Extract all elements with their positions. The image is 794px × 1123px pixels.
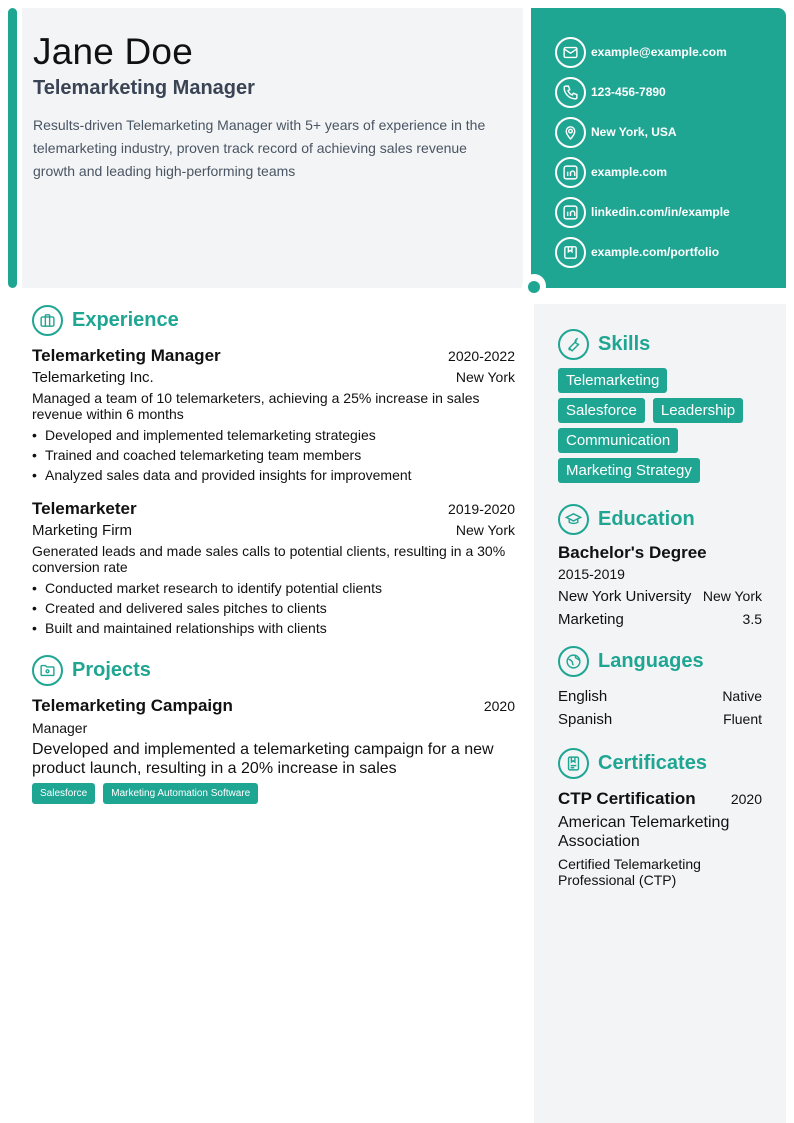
list-item: • Trained and coached telemarketing team members: [32, 445, 515, 465]
contact-phone[interactable]: [555, 72, 786, 112]
education-school: New York University: [558, 588, 692, 605]
certificate-year: 2020: [730, 791, 762, 807]
certificate-org: American Telemarketing Association: [558, 814, 730, 850]
experience-heading: [32, 304, 515, 336]
experience-title: Experience: [72, 308, 179, 331]
project-year: 2020: [483, 698, 515, 714]
language-level: Native: [722, 688, 762, 704]
contact-phone-text: 123-456-7890: [591, 85, 666, 99]
list-item: • Created and delivered sales pitches to clients: [32, 598, 515, 618]
summary: Results-driven Telemarketing Manager with 5+ years of experience in the telemarketing industry, proven track record of achieving sales revenue growth and leading high-performing teams: [33, 116, 486, 179]
skill-tag: Leadership: [653, 398, 743, 423]
graduation-cap-icon: [558, 504, 589, 535]
project-role: Manager: [32, 720, 88, 736]
education-years: 2015-2019: [558, 566, 625, 582]
project-description: Developed and implemented a telemarketing campaign for a new product launch, resulting in a 20% increase in sales: [32, 741, 494, 777]
education-title: Education: [598, 507, 695, 530]
contact-portfolio-text: example.com/portfolio: [591, 245, 720, 259]
job-entry: [32, 346, 515, 485]
education-entry: [558, 543, 762, 631]
list-item: • Conducted market research to identify potential clients: [32, 578, 515, 598]
education-field: Marketing: [558, 611, 624, 628]
skill-tag: Telemarketing: [558, 368, 667, 393]
language-name: English: [558, 688, 608, 705]
project-tag: Salesforce: [32, 783, 95, 804]
job-company: Telemarketing Inc.: [32, 369, 154, 386]
skills-heading: [558, 328, 762, 360]
certificate-entry: [558, 789, 762, 888]
contact-website-text: example.com: [591, 165, 668, 179]
job-bullets: [32, 578, 515, 638]
job-bullets: [32, 425, 515, 485]
job-company: Marketing Firm: [32, 522, 133, 539]
contact-location-text: New York, USA: [591, 125, 677, 139]
mail-icon: [555, 37, 586, 68]
certificate-name: CTP Certification: [558, 789, 696, 808]
job-description: Generated leads and made sales calls to potential clients, resulting in a 30% conversion rate: [32, 543, 506, 575]
certificates-heading: [558, 747, 762, 779]
education-gpa: 3.5: [742, 611, 762, 627]
project-tag: Marketing Automation Software: [103, 783, 258, 804]
briefcase-icon: [32, 305, 63, 336]
projects-title: Projects: [72, 658, 151, 681]
project-tags: [32, 783, 515, 804]
languages-list: [558, 685, 762, 731]
language-name: Spanish: [558, 711, 613, 728]
languages-title: Languages: [598, 649, 704, 672]
portfolio-icon: [555, 237, 586, 268]
contact-portfolio[interactable]: [555, 232, 786, 272]
contact-linkedin-text: linkedin.com/in/example: [591, 205, 730, 219]
skills-title: Skills: [598, 332, 651, 355]
main-column: [32, 304, 515, 804]
job-location: New York: [455, 369, 515, 385]
job-dates: 2019-2020: [448, 501, 515, 517]
education-heading: [558, 503, 762, 535]
contact-linkedin[interactable]: [555, 192, 786, 232]
list-item: • Developed and implemented telemarketing strategies: [32, 425, 515, 445]
job-role: Telemarketer: [32, 499, 137, 518]
job-dates: 2020-2022: [448, 348, 515, 364]
languages-heading: [558, 645, 762, 677]
contact-email[interactable]: [555, 32, 786, 72]
certificate-icon: [558, 748, 589, 779]
skill-tag: Marketing Strategy: [558, 458, 700, 483]
skill-tag: Salesforce: [558, 398, 645, 423]
skills-list: [558, 368, 762, 483]
contact-website[interactable]: [555, 152, 786, 192]
location-icon: [555, 117, 586, 148]
contact-panel: [531, 8, 786, 288]
contact-email-text: example@example.com: [591, 45, 727, 59]
job-description: Managed a team of 10 telemarketers, achieving a 25% increase in sales revenue within 6 months: [32, 390, 480, 422]
list-item: • Built and maintained relationships with clients: [32, 618, 515, 638]
job-location: New York: [455, 522, 515, 538]
language-row: [558, 708, 762, 731]
accent-bar: [8, 8, 17, 288]
project-entry: [32, 696, 515, 804]
timeline-dot: [528, 281, 540, 293]
header-panel: [22, 8, 523, 288]
education-location: New York: [702, 588, 762, 604]
linkedin-icon: [555, 157, 586, 188]
project-title: Telemarketing Campaign: [32, 696, 233, 715]
skill-tag: Communication: [558, 428, 678, 453]
wrench-icon: [558, 329, 589, 360]
linkedin-icon: [555, 197, 586, 228]
phone-icon: [555, 77, 586, 108]
language-level: Fluent: [723, 711, 762, 727]
candidate-name: Jane Doe: [33, 31, 193, 72]
job-entry: [32, 499, 515, 638]
certificate-description: Certified Telemarketing Professional (CTP): [558, 856, 701, 888]
list-item: • Analyzed sales data and provided insights for improvement: [32, 465, 515, 485]
job-role: Telemarketing Manager: [32, 346, 221, 365]
contact-location: [555, 112, 786, 152]
certificates-title: Certificates: [598, 751, 707, 774]
language-row: [558, 685, 762, 708]
projects-heading: [32, 654, 515, 686]
sidebar-column: [534, 304, 786, 1123]
folder-icon: [32, 655, 63, 686]
globe-icon: [558, 646, 589, 677]
education-degree: Bachelor's Degree: [558, 543, 707, 562]
candidate-title: Telemarketing Manager: [33, 76, 255, 99]
